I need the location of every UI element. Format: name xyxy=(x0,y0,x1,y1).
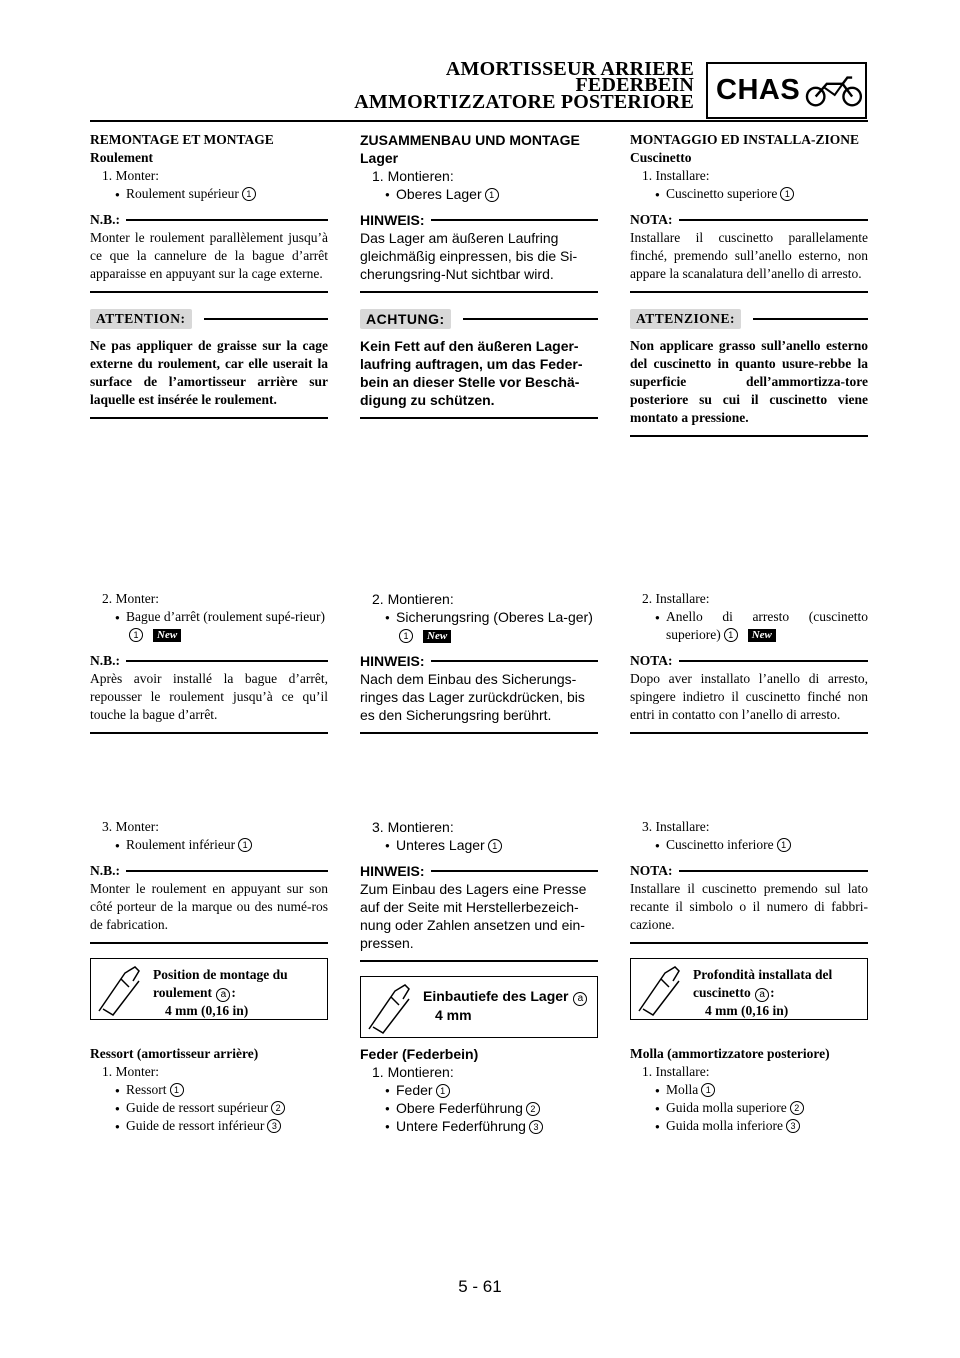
header-title-fr: AMORTISSEUR ARRIERE xyxy=(445,58,694,80)
it-spring-step: 1. Installare: xyxy=(642,1064,710,1079)
fr-section-1 xyxy=(90,131,328,419)
fr-spring-item-2: ● Guide de ressort supérieur 2 xyxy=(90,1099,328,1117)
de-spring-item-3: ● Untere Federführung 3 xyxy=(360,1117,598,1135)
de-s3-step: 3. Montieren: xyxy=(372,819,454,835)
it-spec-text: Profondità installata del cuscinetto a : 4 mm (0,16 in) xyxy=(693,967,833,1018)
it-s1-item: ● Cuscinetto superiore 1 xyxy=(630,185,868,203)
de-section-2 xyxy=(360,590,598,734)
de-spec-box xyxy=(360,976,598,1038)
fr-s1-step: 1. Monter: xyxy=(102,168,159,183)
divider xyxy=(360,417,598,419)
new-badge: New xyxy=(748,629,776,642)
de-s2-note-head: HINWEIS: xyxy=(360,652,598,670)
header-title-de: FEDERBEIN xyxy=(575,74,694,96)
it-caution-head: ATTENZIONE: xyxy=(630,309,868,329)
tool-icon xyxy=(91,959,147,1019)
page-number: 5 - 61 xyxy=(458,1277,502,1296)
de-spring-item-2: ● Obere Federführung 2 xyxy=(360,1099,598,1117)
it-s3-note: Installare il cuscinetto premendo sul lato recante il simbolo o il numero di fabbri-cazione. xyxy=(630,881,868,932)
it-s1-subtitle: Cuscinetto xyxy=(630,150,692,165)
fr-caution-head: ATTENTION: xyxy=(90,309,328,329)
de-spec-text: Einbautiefe des Lager a 4 mm xyxy=(423,987,591,1024)
fr-s3-item: ● Roulement inférieur 1 xyxy=(90,836,328,854)
fr-s2-step: 2. Monter: xyxy=(102,591,159,606)
fr-s3-note-head: N.B.: xyxy=(90,862,328,880)
divider xyxy=(630,435,868,437)
fr-spring-title: Ressort (amortisseur arrière) xyxy=(90,1046,259,1061)
header-rule xyxy=(90,120,868,122)
de-s1-caution: Kein Fett auf den äußeren Lager-laufring auftragen, um das Feder-bein an dieser Stelle vor Beschä-digung zu schützen. xyxy=(360,338,583,408)
it-s2-item: ● Anello di arresto (cuscinetto superiore) 1 New xyxy=(630,608,868,644)
fr-s2-note-head: N.B.: xyxy=(90,652,328,670)
divider xyxy=(90,291,328,293)
de-s3-note: Zum Einbau des Lagers eine Presse auf der Seite mit Herstellerbezeich-nung oder Zahlen ansetzen und ein-pressen. xyxy=(360,881,587,951)
divider xyxy=(360,291,598,293)
fr-section-3 xyxy=(90,818,328,1020)
fr-s1-caution: Ne pas appliquer de graisse sur la cage externe du roulement, car elle userait la surface de l’amortisseur arrière sur laquelle est insérée le roulement. xyxy=(90,338,328,407)
chas-badge xyxy=(706,62,867,119)
divider xyxy=(630,732,868,734)
divider xyxy=(630,942,868,944)
new-badge: New xyxy=(153,629,181,642)
de-section-1 xyxy=(360,131,598,419)
it-s1-step: 1. Installare: xyxy=(642,168,710,183)
it-spring-section xyxy=(630,1045,868,1135)
fr-spec-text: Position de montage du roulement a : 4 mm (0,16 in) xyxy=(153,967,288,1018)
de-s1-title: ZUSAMMENBAU UND MONTAGE xyxy=(360,132,580,148)
it-spring-item-3: ● Guida molla inferiore 3 xyxy=(630,1117,868,1135)
de-s2-note: Nach dem Einbau des Sicherungs-ringes das Lager zurückdrücken, bis es den Sicherungsring berührt. xyxy=(360,671,585,723)
de-s1-note-head: HINWEIS: xyxy=(360,211,598,229)
fr-s1-item: ● Roulement supérieur 1 xyxy=(90,185,328,203)
de-spring-section xyxy=(360,1045,598,1135)
it-s2-step: 2. Installare: xyxy=(642,591,710,606)
fr-s3-step: 3. Monter: xyxy=(102,819,159,834)
divider xyxy=(90,732,328,734)
header-title-it: AMMORTIZZATORE POSTERIORE xyxy=(354,91,694,113)
fr-spring-item-1: ● Ressort 1 xyxy=(90,1081,328,1099)
it-spring-title: Molla (ammortizzatore posteriore) xyxy=(630,1046,830,1061)
fr-spec-box xyxy=(90,958,328,1020)
fr-spring-item-3: ● Guide de ressort inférieur 3 xyxy=(90,1117,328,1135)
de-spring-step: 1. Montieren: xyxy=(372,1064,454,1080)
motorcycle-icon xyxy=(803,66,865,116)
it-s1-caution: Non applicare grasso sull’anello esterno del cuscinetto in quanto usure-rebbe la superficie dell’ammortizza-tore posteriore su cui il cuscinetto viene montato a pressione. xyxy=(630,338,868,425)
it-s3-note-head: NOTA: xyxy=(630,862,868,880)
de-s2-step: 2. Montieren: xyxy=(372,591,454,607)
de-s1-note: Das Lager am äußeren Laufring gleichmäßig einpressen, bis die Si-cherungsring-Nut sichtbar wird. xyxy=(360,230,578,282)
de-s1-item: ● Oberes Lager 1 xyxy=(360,185,598,203)
fr-spring-step: 1. Monter: xyxy=(102,1064,159,1079)
it-section-1 xyxy=(630,131,868,437)
divider xyxy=(360,960,598,962)
de-section-3 xyxy=(360,818,598,1038)
chas-label: CHAS xyxy=(716,74,801,106)
divider xyxy=(90,942,328,944)
tool-icon xyxy=(631,959,687,1019)
de-s1-subtitle: Lager xyxy=(360,150,399,166)
fr-s3-note: Monter le roulement en appuyant sur son côté porteur de la marque ou des numé-ros de fabrication. xyxy=(90,881,328,932)
tool-icon xyxy=(361,977,417,1037)
fr-section-2 xyxy=(90,590,328,734)
it-s2-note-head: NOTA: xyxy=(630,652,868,670)
de-spring-title: Feder (Federbein) xyxy=(360,1046,479,1062)
de-s3-item: ● Unteres Lager 1 xyxy=(360,836,598,854)
divider xyxy=(630,291,868,293)
fr-s1-note-head: N.B.: xyxy=(90,211,328,229)
it-s3-item: ● Cuscinetto inferiore 1 xyxy=(630,836,868,854)
fr-s2-note: Après avoir installé la bague d’arrêt, repousser le roulement jusqu’à ce qu’il touche la bague d’arrêt. xyxy=(90,671,328,722)
fr-spring-section xyxy=(90,1045,328,1135)
it-s1-note: Installare il cuscinetto parallelamente finché, premendo sull’anello esterno, non appare la scanalatura dell’anello di arresto. xyxy=(630,230,868,281)
fr-s2-item: ● Bague d’arrêt (roulement supé-rieur)1 New xyxy=(90,608,328,644)
fr-s1-note: Monter le roulement parallèlement jusqu’à ce que la cannelure de la bague d’arrêt apparaisse en appuyant sur la cage externe. xyxy=(90,230,328,281)
it-s2-note: Dopo aver installato l’anello di arresto, spingere indietro il cuscinetto finché non entri in contatto con l’anello di arresto. xyxy=(630,671,868,722)
it-s3-step: 3. Installare: xyxy=(642,819,710,834)
it-s1-title: MONTAGGIO ED INSTALLA-ZIONE xyxy=(630,132,860,147)
it-section-2 xyxy=(630,590,868,734)
it-spec-box xyxy=(630,958,868,1020)
fr-s1-title: REMONTAGE ET MONTAGE xyxy=(90,132,274,147)
new-badge: New xyxy=(423,630,451,643)
de-s1-step: 1. Montieren: xyxy=(372,168,454,184)
divider xyxy=(360,732,598,734)
it-s1-note-head: NOTA: xyxy=(630,211,868,229)
it-section-3 xyxy=(630,818,868,1020)
de-caution-head: ACHTUNG: xyxy=(360,309,598,329)
de-s2-item: ● Sicherungsring (Oberes La-ger)1 New xyxy=(360,608,598,644)
it-spring-item-2: ● Guida molla superiore 2 xyxy=(630,1099,868,1117)
de-s3-note-head: HINWEIS: xyxy=(360,862,598,880)
de-spring-item-1: ● Feder 1 xyxy=(360,1081,598,1099)
divider xyxy=(90,417,328,419)
fr-s1-subtitle: Roulement xyxy=(90,150,153,165)
it-spring-item-1: ● Molla 1 xyxy=(630,1081,868,1099)
